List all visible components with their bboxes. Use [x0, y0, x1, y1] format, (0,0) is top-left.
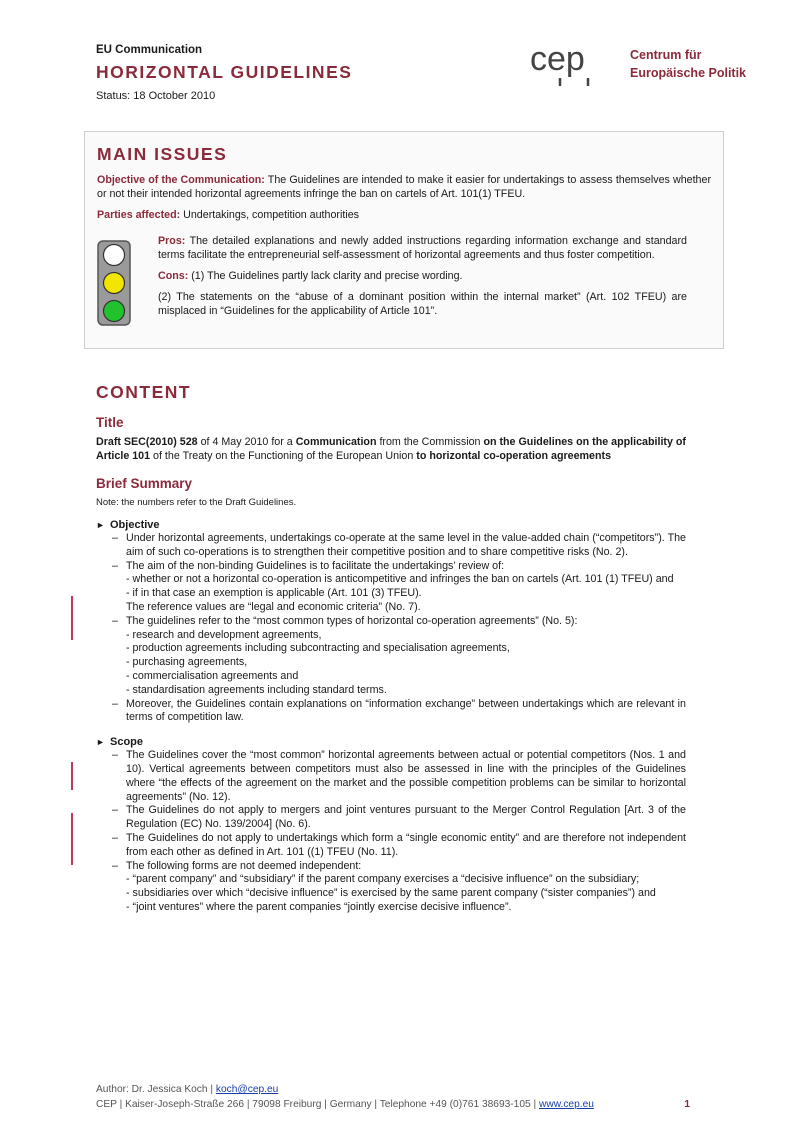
change-bar [71, 596, 73, 640]
page-footer [96, 1082, 690, 1112]
list-subitem: - whether or not a horizontal co-operation is anticompetitive and infringes the ban on cartels (Art. 101 (1) TFEU) and [126, 573, 674, 586]
footer-author [96, 1082, 690, 1097]
pros-cons [158, 234, 687, 318]
document-status: Status: 18 October 2010 [96, 90, 216, 102]
cons-paragraph-2: (2) The statements on the “abuse of a dominant position within the internal market” (Art. 102 TFEU) are misplaced in “Guidelines for the applicability of Article 101”. [158, 291, 687, 317]
pros-paragraph [158, 234, 687, 262]
list-item-text: Under horizontal agreements, undertakings co-operate at the same level in the value-added chain (“competitors”). The aim of such co-operations is to strengthen their competitive position and to share competitive risks (No. 2). [126, 532, 686, 558]
list-subitem: - “joint ventures” where the parent companies “jointly exercise decisive influence”. [126, 900, 512, 913]
title-heading: Title [96, 415, 124, 430]
cons-label: Cons: [158, 270, 189, 282]
cons-paragraph [158, 269, 687, 283]
summary-heading: Brief Summary [96, 476, 193, 491]
parties-paragraph [97, 208, 711, 222]
cep-logo-mark [526, 40, 616, 88]
footer-address [96, 1097, 690, 1112]
title-part-g: to horizontal co-operation agreements [416, 450, 612, 462]
triangle-right-icon: ► [96, 737, 105, 748]
objective-paragraph [97, 173, 711, 201]
scope-topic [96, 735, 686, 749]
objective-text: The Guidelines are intended to make it easier for undertakings to assess themselves whether or not their intended horizontal agreements infringe the ban on cartels of Art. 101(1) TFEU. [97, 174, 711, 200]
cep-logo [526, 40, 756, 92]
list-item: – Moreover, the Guidelines contain explanations on “information exchange” between undertakings which are relevant in terms of competition law. [112, 697, 686, 724]
organisation-name [630, 46, 746, 82]
main-issues-heading: MAIN ISSUES [97, 144, 228, 164]
author-email-link[interactable]: koch@cep.eu [215, 1084, 279, 1095]
list-item-text: Moreover, the Guidelines contain explanations on “information exchange” between undertakings which are relevant in terms of competition law. [126, 697, 686, 724]
title-part-f: of the Treaty on the Functioning of the European Union [150, 450, 417, 462]
objective-topic-label: Objective [110, 519, 160, 531]
title-part-a: Draft SEC(2010) 528 [96, 436, 198, 448]
title-part-c: Communication [295, 436, 377, 448]
change-bar [71, 813, 73, 865]
content-heading: CONTENT [96, 382, 192, 402]
objective-label: Objective of the Communication: [97, 174, 265, 186]
list-subitem: - research and development agreements, [126, 628, 322, 641]
list-item: – The aim of the non-binding Guidelines is to facilitate the undertakings’ review of: - whether or not a horizontal co-operation is anticompetitive and infringes the ban on cartels (Art. 101 (1) TFEU) and - if in that case an exemption is applicable (Art. 101 (3) TFEU). The reference values are “legal and economic criteria” (No. 7). [112, 560, 686, 615]
list-subitem: - standardisation agreements including standard terms. [126, 683, 387, 696]
title-paragraph [96, 435, 686, 463]
list-item: – The following forms are not deemed independent: - “parent company” and “subsidiary” if the parent company exercises a “decisive influence” on the subsidiary; - subsidiaries over which “decisive influence” is exercised by the same parent company (“sister companies”) and - “joint ventures” where the parent companies “jointly exercise decisive influence”. [112, 860, 686, 915]
summary-note: Note: the numbers refer to the Draft Guidelines. [96, 497, 297, 508]
title-part-d: from the Commission [376, 436, 484, 448]
traffic-light-icon [97, 240, 131, 326]
document-type: EU Communication [96, 44, 203, 56]
pros-label: Pros: [158, 235, 186, 247]
list-item-text: The Guidelines cover the “most common” horizontal agreements between actual or potential competitors (Nos. 1 and 10). Vertical agreements between competitors must also be assessed in line with the principles of the Guidelines where “the effects of the agreement on the market and the possible competition problems can be similar to horizontal agreements” (No. 12). [126, 749, 686, 803]
list-item-text: The Guidelines do not apply to mergers and joint ventures pursuant to the Merger Control Regulation [Art. 3 of the Regulation (EC) No. 139/2004] (No. 6). [126, 804, 686, 831]
title-part-e: on the Guidelines on the applicability of Article 101 [96, 436, 686, 462]
list-item: – The Guidelines do not apply to mergers and joint ventures pursuant to the Merger Control Regulation [Art. 3 of the Regulation (EC) No. 139/2004] (No. 6). [112, 804, 686, 831]
list-item-text: The Guidelines do not apply to undertakings which form a “single economic entity” and are therefore not independent from each other as defined in Art. 101 ((1) TFEU (No. 11). [126, 831, 686, 858]
cep-logo-letters: cep [530, 40, 585, 78]
list-subitem: - purchasing agreements, [126, 656, 248, 669]
objective-list [112, 532, 686, 725]
parties-label: Parties affected: [97, 209, 181, 221]
list-item: – The Guidelines cover the “most common” horizontal agreements between actual or potential competitors (Nos. 1 and 10). Vertical agreements between competitors must also be assessed in line with the principles of the Guidelines where “the effects of the agreement on the market and the possible competition problems can be similar to horizontal agreements” (No. 12). [112, 749, 686, 803]
list-subitem: - commercialisation agreements and [126, 669, 299, 682]
list-item: – The Guidelines do not apply to undertakings which form a “single economic entity” and are therefore not independent from each other as defined in Art. 101 ((1) TFEU (No. 11). [112, 831, 686, 858]
content-section [96, 382, 686, 915]
website-link[interactable]: www.cep.eu [538, 1099, 594, 1110]
list-item: – The guidelines refer to the “most common types of horizontal co-operation agreements” (No. 5): - research and development agreements, - production agreements including subcontracting and specialisation agreements, - purchasing agreements, - commercialisation agreements and - standardisation agreements including standard terms. [112, 615, 686, 698]
list-subitem: - production agreements including subcontracting and specialisation agreements, [126, 642, 510, 655]
list-item-text: The aim of the non-binding Guidelines is to facilitate the undertakings’ review of: [126, 559, 505, 572]
list-subitem: - subsidiaries over which “decisive influence” is exercised by the same parent company (“sister companies”) and [126, 887, 656, 900]
change-bar [71, 762, 73, 790]
triangle-right-icon: ► [96, 520, 105, 530]
list-subitem: - “parent company” and “subsidiary” if the parent company exercises a “decisive influence” on the subsidiary; [126, 873, 640, 886]
main-issues-box [84, 131, 724, 349]
list-item-text: The reference values are “legal and economic criteria” (No. 7). [126, 600, 421, 613]
cons-text: (1) The Guidelines partly lack clarity and precise wording. [188, 270, 463, 282]
page-header [96, 40, 756, 114]
title-part-b: of 4 May 2010 for a [197, 436, 296, 448]
list-item-text: The following forms are not deemed independent: [126, 859, 362, 872]
parties-text: Undertakings, competition authorities [180, 209, 359, 221]
document-title: HORIZONTAL GUIDELINES [96, 62, 353, 82]
organisation-name-line-2: Europäische Politik [630, 66, 747, 80]
address-text: CEP | Kaiser-Joseph-Straße 266 | 79098 Freiburg | Germany | Telephone +49 (0)761 38693-105 | [96, 1099, 539, 1110]
organisation-name-line-1: Centrum für [630, 48, 702, 62]
list-item: – Under horizontal agreements, undertakings co-operate at the same level in the value-added chain (“competitors”). The aim of such co-operations is to strengthen their competitive position and to share competitive risks (No. 2). [112, 532, 686, 558]
pros-text: The detailed explanations and newly added instructions regarding information exchange and standard terms facilitate the entrepreneurial self-assessment of horizontal agreements and thus foster competition. [158, 235, 687, 261]
list-item-text: The guidelines refer to the “most common types of horizontal co-operation agreements” (No. 5): [126, 614, 578, 627]
author-name: Author: Dr. Jessica Koch | [96, 1084, 216, 1095]
scope-list [112, 749, 686, 915]
page-number: 1 [684, 1099, 690, 1110]
scope-topic-label: Scope [110, 736, 144, 749]
objective-topic [96, 518, 686, 532]
list-subitem: - if in that case an exemption is applicable (Art. 101 (3) TFEU). [126, 587, 422, 600]
